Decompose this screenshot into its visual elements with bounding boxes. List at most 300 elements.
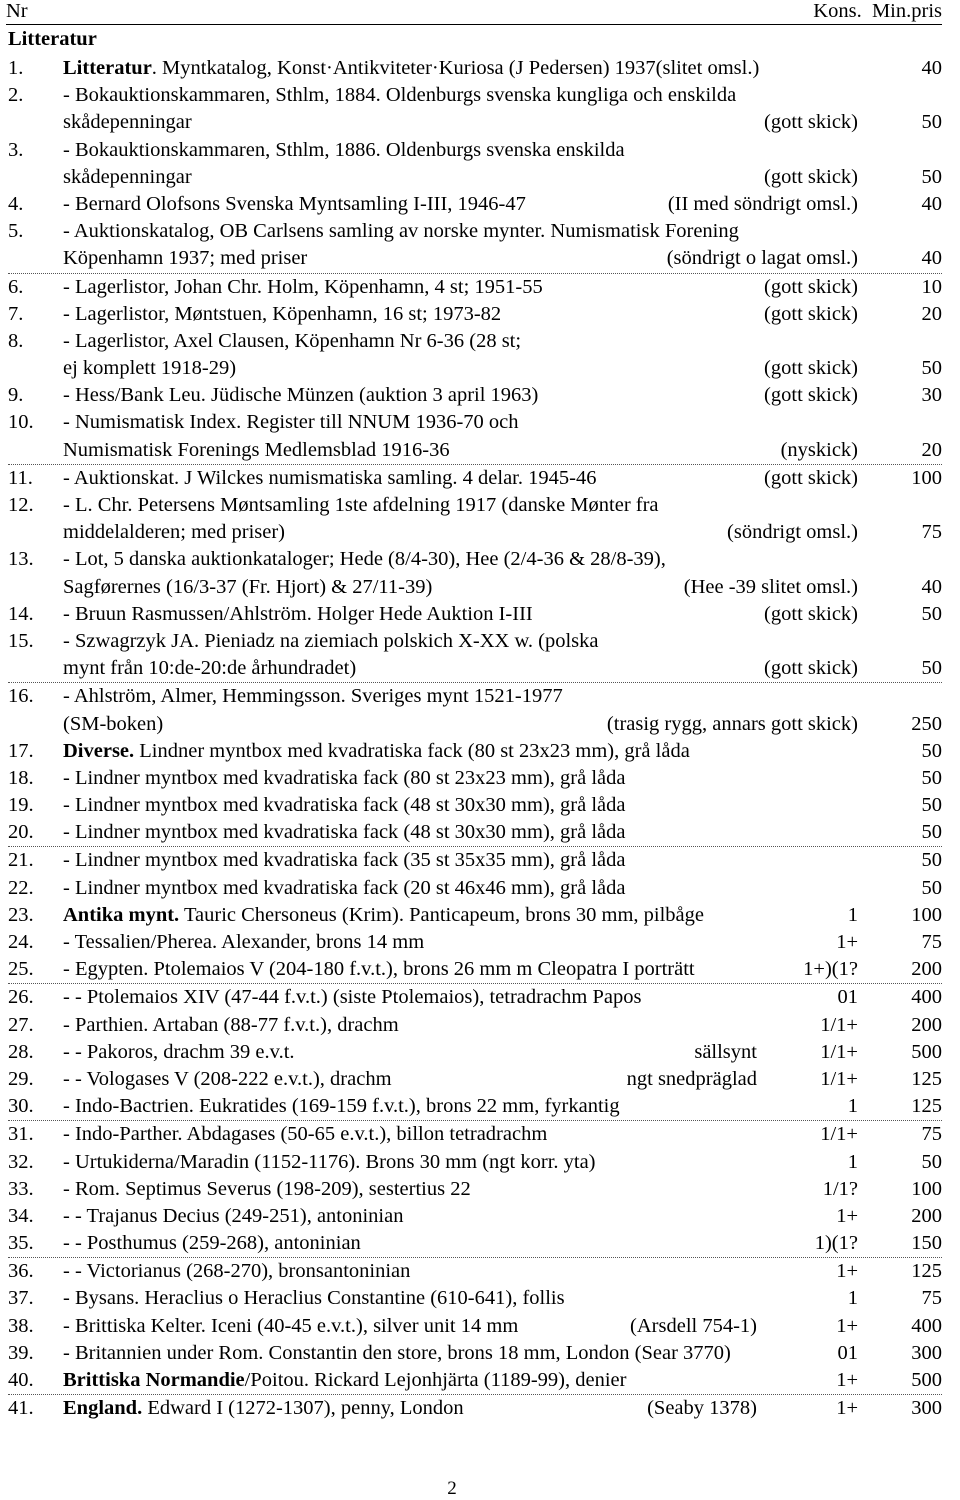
item-condition: (gott skick) [764,275,858,298]
item-kons: 1/1+ [820,1123,858,1146]
item-text: - - Victorianus (268-270), bronsantoninian [63,1260,411,1283]
item-text: - Auktionskat. J Wilckes numismatiska samling. 4 delar. 1945-46 [63,466,597,489]
item-price: 40 [921,575,942,598]
item-number: 11. [8,466,33,489]
item-text: skådepenningar [63,165,192,188]
item-description [63,218,739,245]
item-description [63,601,533,628]
item-number: 16. [8,685,34,708]
item-description [63,137,625,164]
item-text: - Hess/Bank Leu. Jüdische Münzen (auktion 3 april 1963) [63,384,539,407]
list-item [8,956,942,984]
item-text: . Myntkatalog, Konst·Antikviteter·Kuriosa (J Pedersen) 1937(slitet omsl.) [151,57,760,79]
item-text: - L. Chr. Petersens Møntsamling 1ste afdelning 1917 (danske Mønter fra [63,494,659,516]
item-description [63,1230,361,1257]
item-price: 50 [921,111,942,134]
item-line [8,437,942,464]
item-line [8,274,942,301]
item-number: 1. [8,57,24,79]
item-kons: 1/1? [822,1177,858,1200]
item-number: 15. [8,629,34,652]
item-line [8,55,942,82]
item-number: 4. [8,192,24,215]
item-line [8,1121,942,1148]
item-number: 2. [8,84,24,107]
item-number: 5. [8,220,24,243]
list-item [8,1121,942,1148]
item-condition: ngt snedpräglad [626,1067,757,1090]
item-number: 37. [8,1287,34,1310]
item-price: 75 [921,1287,942,1310]
item-price: 50 [921,794,942,817]
item-number: 27. [8,1013,34,1036]
item-number: 30. [8,1095,34,1118]
item-kons: 1+ [836,931,858,953]
item-description [63,819,625,846]
item-price: 400 [911,986,942,1009]
item-text: Sagførernes (16/3-37 (Fr. Hjort) & 27/11-39) [63,575,433,598]
item-line [8,1149,942,1176]
item-text: Köpenhamn 1937; med priser [63,247,308,270]
item-line [8,82,942,109]
item-kons: 1/1+ [820,1013,858,1036]
item-number: 24. [8,931,34,953]
item-text: - Lindner myntbox med kvadratiska fack (80 st 23x23 mm), grå låda [63,766,626,789]
item-number: 29. [8,1067,34,1090]
item-line [8,655,942,682]
list-item [8,929,942,956]
item-kons: 1)(1? [814,1232,858,1255]
item-text: - Szwagrzyk JA. Pieniadz na ziemiach polskich X-XX w. (polska [63,629,599,652]
item-line [8,984,942,1011]
item-condition: (gott skick) [764,657,858,680]
item-number: 28. [8,1040,34,1063]
item-text: - Rom. Septimus Severus (198-209), sestertius 22 [63,1177,471,1200]
item-description [63,792,625,819]
item-line [8,792,942,819]
item-text: - Lindner myntbox med kvadratiska fack (48 st 30x30 mm), grå låda [63,821,626,844]
item-description [63,1066,392,1093]
item-text: - Bernard Olofsons Svenska Myntsamling I-III, 1946-47 [63,192,526,215]
item-price: 250 [911,712,942,735]
item-line [8,1367,942,1394]
item-text: - - Trajanus Decius (249-251), antoninian [63,1204,404,1227]
item-price: 50 [921,766,942,789]
item-price: 40 [921,57,942,79]
list-item [8,1258,942,1285]
item-description [63,301,501,328]
item-condition: (söndrigt o lagat omsl.) [666,247,858,270]
item-line [8,465,942,492]
item-price: 20 [921,438,942,461]
item-price: 300 [911,1397,942,1420]
item-description [63,519,285,546]
item-text: - - Vologases V (208-222 e.v.t.), drachm [63,1067,392,1090]
item-text: - Parthien. Artaban (88-77 f.v.t.), drachm [63,1013,399,1036]
item-kons: 1+)(1? [803,958,858,981]
item-text: middelalderen; med priser) [63,521,285,544]
item-line [8,218,942,245]
item-condition: (gott skick) [764,602,858,625]
item-line [8,847,942,874]
item-text: - Lagerlistor, Axel Clausen, Köpenhamn Nr 6-36 (28 st; [63,329,522,352]
item-line [8,164,942,191]
list-item [8,819,942,847]
item-kons: 1 [847,1287,858,1310]
item-text: - Lot, 5 danska auktionkataloger; Hede (8/4-30), Hee (2/4-36 & 28/8-39), [63,548,666,571]
item-number: 18. [8,766,34,789]
item-line [8,574,942,601]
item-kons: 1+ [836,1204,858,1227]
item-condition: (Seaby 1378) [647,1397,757,1420]
item-line [8,1258,942,1285]
item-description [63,546,666,573]
list-item [8,1039,942,1066]
item-category: Antika mynt. [63,903,180,926]
catalog-list [8,55,942,1422]
item-text: skådepenningar [63,111,192,134]
item-description [63,1093,620,1120]
list-item [8,1285,942,1312]
item-number: 7. [8,302,24,325]
item-number: 35. [8,1232,34,1255]
item-kons: 01 [837,986,858,1009]
list-item [8,137,942,191]
item-description [63,1285,565,1312]
item-description [63,765,625,792]
item-number: 6. [8,275,24,298]
item-number: 14. [8,602,34,625]
item-description [63,274,543,301]
item-description [63,245,307,272]
item-text: - Lagerlistor, Møntstuen, Köpenhamn, 16 st; 1973-82 [63,302,502,325]
list-item [8,465,942,492]
item-price: 40 [921,192,942,215]
item-condition: (nyskick) [780,438,858,461]
list-item [8,55,942,82]
list-item [8,1203,942,1230]
item-description [63,55,759,82]
item-category: Brittiska Normandie [63,1369,245,1391]
list-item [8,847,942,874]
item-line [8,409,942,436]
list-item [8,1340,942,1367]
item-description [63,1258,410,1285]
header-nr: Nr [6,0,28,22]
item-price: 200 [911,958,942,981]
list-item [8,1395,942,1422]
list-item [8,875,942,902]
item-kons: 1 [847,903,858,926]
item-line [8,683,942,710]
list-item [8,274,942,301]
item-description [63,328,521,355]
item-condition: (II med söndrigt omsl.) [667,192,858,215]
item-text: Edward I (1272-1307), penny, London [142,1397,464,1420]
item-text: - Bokauktionskammaren, Sthlm, 1884. Oldenburgs svenska kungliga och enskilda [63,84,737,107]
item-text: Tauric Chersoneus (Krim). Panticapeum, brons 30 mm, pilbåge [179,903,704,926]
item-line [8,1230,942,1257]
item-description [63,929,424,956]
item-price: 75 [921,1123,942,1146]
item-number: 25. [8,958,34,981]
item-description [63,409,519,436]
item-description [63,1039,295,1066]
list-item [8,765,942,792]
item-line [8,628,942,655]
list-item [8,328,942,382]
list-item [8,601,942,628]
item-price: 10 [921,275,942,298]
item-price: 20 [921,302,942,325]
item-price: 100 [911,903,942,926]
item-description [63,655,356,682]
item-kons: 1+ [836,1397,858,1420]
item-number: 34. [8,1204,34,1227]
header-kons-min: Kons. Min.pris [813,0,942,22]
item-number: 40. [8,1369,34,1391]
item-line [8,1313,942,1340]
item-number: 13. [8,548,34,571]
item-text: - Bokauktionskammaren, Sthlm, 1886. Oldenburgs svenska enskilda [63,138,625,161]
item-condition: (Arsdell 754-1) [630,1314,757,1337]
list-item [8,1313,942,1340]
item-number: 8. [8,329,24,352]
item-line [8,492,942,519]
item-price: 50 [921,849,942,872]
item-number: 36. [8,1260,34,1283]
item-line [8,546,942,573]
item-text: (SM-boken) [63,712,164,735]
item-line [8,137,942,164]
list-item [8,984,942,1011]
item-line [8,355,942,382]
item-text: - - Ptolemaios XIV (47-44 f.v.t.) (siste Ptolemaios), tetradrachm Papos [63,986,642,1009]
item-description [63,847,625,874]
item-description [63,1121,547,1148]
item-text: - Bysans. Heraclius o Heraclius Constantine (610-641), follis [63,1287,565,1310]
item-price: 40 [921,247,942,270]
item-line [8,245,942,272]
list-item [8,301,942,328]
item-price: 125 [911,1067,942,1090]
item-line [8,929,942,956]
item-line [8,328,942,355]
item-condition: (gott skick) [764,357,858,380]
page-number: 2 [447,1478,457,1499]
item-kons: 1/1+ [820,1067,858,1090]
item-text: - Lagerlistor, Johan Chr. Holm, Köpenhamn, 4 st; 1951-55 [63,275,543,298]
item-line [8,519,942,546]
list-item [8,492,942,546]
item-description [63,574,432,601]
item-number: 20. [8,821,34,844]
item-line [8,301,942,328]
item-text: - Bruun Rasmussen/Ahlström. Holger Hede Auktion I-III [63,602,533,625]
item-text: - Indo-Parther. Abdagases (50-65 e.v.t.), billon tetradrachm [63,1123,548,1146]
list-item [8,1367,942,1395]
item-price: 125 [911,1260,942,1283]
item-category: England. [63,1397,143,1420]
item-description [63,492,659,519]
list-item [8,902,942,929]
item-condition: (gott skick) [764,165,858,188]
item-description [63,956,695,983]
item-price: 50 [921,876,942,899]
item-category: Litteratur [63,57,152,79]
item-price: 500 [911,1369,942,1391]
item-line [8,1340,942,1367]
item-price: 50 [921,602,942,625]
item-number: 10. [8,411,34,434]
item-price: 50 [921,1150,942,1173]
list-item [8,1230,942,1258]
item-text: - Brittiska Kelter. Iceni (40-45 e.v.t.), silver unit 14 mm [63,1314,519,1337]
item-kons: 1/1+ [820,1040,858,1063]
list-item [8,738,942,765]
item-line [8,1285,942,1312]
item-description [63,1149,596,1176]
item-line [8,875,942,902]
item-description [63,1203,403,1230]
item-description [63,1367,626,1394]
item-number: 3. [8,138,24,161]
list-item [8,382,942,409]
item-description [63,82,736,109]
item-price: 500 [911,1040,942,1063]
item-price: 75 [921,931,942,953]
item-number: 23. [8,903,34,926]
item-number: 32. [8,1150,34,1173]
item-number: 38. [8,1314,34,1337]
item-text: - Numismatisk Index. Register till NNUM 1936-70 och [63,411,519,434]
item-price: 100 [911,1177,942,1200]
item-condition: (Hee -39 slitet omsl.) [683,575,858,598]
item-price: 125 [911,1095,942,1118]
list-item [8,792,942,819]
item-price: 150 [911,1232,942,1255]
item-line [8,902,942,929]
item-condition: (gott skick) [764,384,858,407]
item-description [63,1340,731,1367]
item-text: - Indo-Bactrien. Eukratides (169-159 f.v.t.), brons 22 mm, fyrkantig [63,1095,620,1118]
item-text: - - Pakoros, drachm 39 e.v.t. [63,1040,295,1063]
item-line [8,1395,942,1422]
item-price: 200 [911,1204,942,1227]
item-line [8,956,942,983]
item-description [63,1395,464,1422]
list-item [8,409,942,464]
item-text: mynt från 10:de-20:de århundradet) [63,657,357,680]
item-kons: 1+ [836,1260,858,1283]
item-text: Numismatisk Forenings Medlemsblad 1916-36 [63,438,450,461]
section-title: Litteratur [8,28,97,50]
list-item [8,1066,942,1093]
item-condition: (trasig rygg, annars gott skick) [606,712,858,735]
item-description [63,711,163,738]
item-number: 22. [8,876,34,899]
item-category: Diverse. [63,739,135,762]
item-description [63,1012,399,1039]
item-line [8,1093,942,1120]
item-text: /Poitou. Rickard Lejonhjärta (1189-99), denier [244,1369,627,1391]
item-description [63,628,599,655]
item-text: - Lindner myntbox med kvadratiska fack (48 st 30x30 mm), grå låda [63,794,626,817]
item-description [63,875,625,902]
item-text: - Ahlström, Almer, Hemmingsson. Sveriges mynt 1521-1977 [63,685,563,708]
item-description [63,109,192,136]
item-description [63,1176,471,1203]
item-description [63,984,641,1011]
item-price: 75 [921,521,942,544]
item-number: 19. [8,794,34,817]
item-kons: 01 [837,1341,858,1364]
item-text: - Lindner myntbox med kvadratiska fack (35 st 35x35 mm), grå låda [63,849,626,872]
item-text: - - Posthumus (259-268), antoninian [63,1232,361,1255]
list-item [8,218,942,273]
item-price: 50 [921,165,942,188]
item-text: - Tessalien/Pherea. Alexander, brons 14 mm [63,931,425,953]
item-line [8,765,942,792]
item-line [8,738,942,765]
list-item [8,1149,942,1176]
item-number: 12. [8,494,34,516]
item-price: 300 [911,1341,942,1364]
item-price: 400 [911,1314,942,1337]
item-number: 17. [8,739,34,762]
list-item [8,1012,942,1039]
item-description [63,355,236,382]
item-number: 26. [8,986,34,1009]
item-description [63,902,704,929]
list-item [8,1093,942,1121]
item-description [63,1313,518,1340]
item-condition: sällsynt [694,1040,757,1063]
item-condition: (söndrigt omsl.) [727,521,858,544]
item-line [8,601,942,628]
item-text: - Britannien under Rom. Constantin den store, brons 18 mm, London (Sear 3770) [63,1341,731,1364]
item-condition: (gott skick) [764,302,858,325]
item-line [8,191,942,218]
item-line [8,382,942,409]
item-price: 50 [921,821,942,844]
item-condition: (gott skick) [764,466,858,489]
list-item [8,628,942,683]
item-line [8,1203,942,1230]
item-description [63,683,563,710]
item-number: 9. [8,384,24,407]
item-price: 50 [921,357,942,380]
item-text: - Urtukiderna/Maradin (1152-1176). Brons 30 mm (ngt korr. yta) [63,1150,596,1173]
item-text: Lindner myntbox med kvadratiska fack (80 st 23x23 mm), grå låda [134,739,690,762]
item-price: 100 [911,466,942,489]
item-text: - Egypten. Ptolemaios V (204-180 f.v.t.), brons 26 mm m Cleopatra I porträtt [63,958,695,981]
item-price: 30 [921,384,942,407]
item-price: 50 [921,739,942,762]
item-number: 33. [8,1177,34,1200]
item-description [63,437,450,464]
item-kons: 1 [847,1150,858,1173]
item-description [63,738,690,765]
item-number: 21. [8,849,34,872]
list-item [8,82,942,136]
item-kons: 1 [847,1095,858,1118]
item-description [63,164,192,191]
item-line [8,109,942,136]
list-item [8,546,942,600]
item-price: 50 [921,657,942,680]
item-line [8,711,942,738]
